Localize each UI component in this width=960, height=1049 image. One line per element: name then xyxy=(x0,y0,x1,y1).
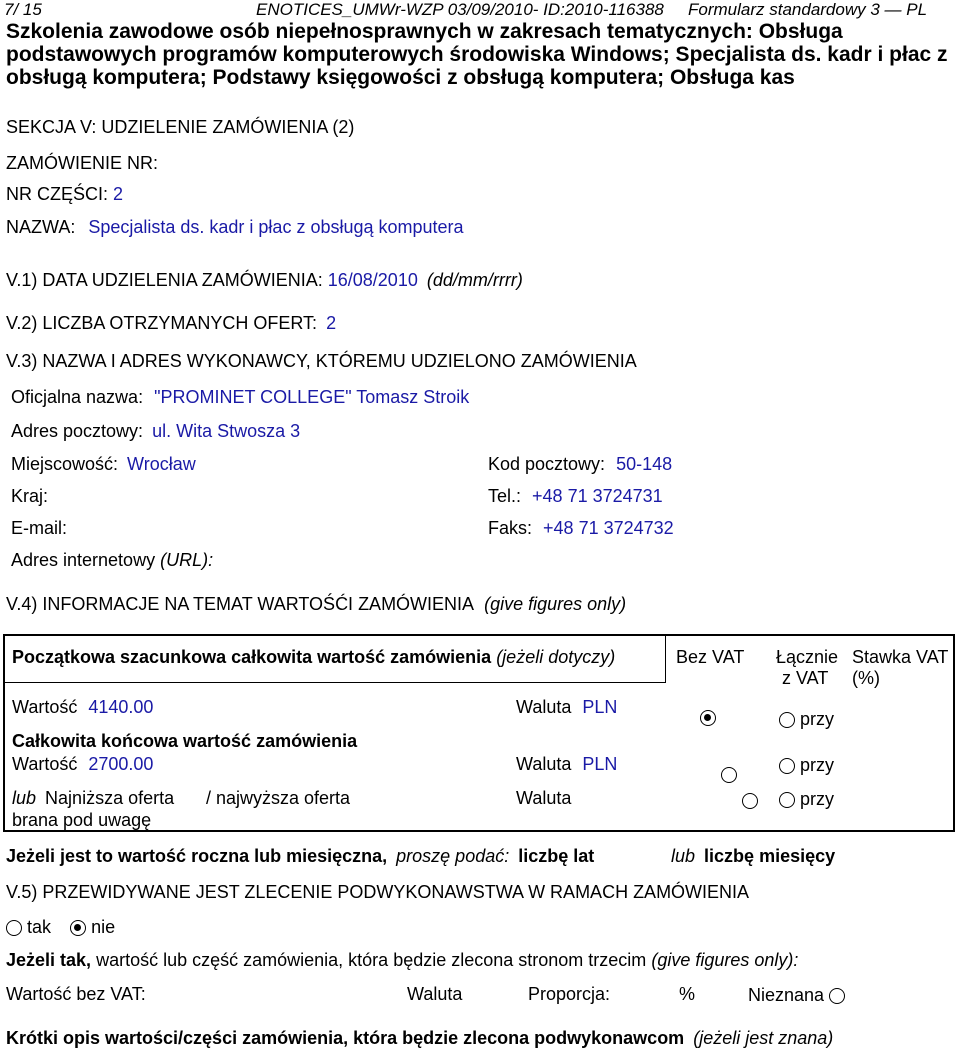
table-divider xyxy=(5,682,666,683)
short-desc-label: Krótki opis wartości/części zamówienia, która będzie zlecona podwykonawcom xyxy=(6,1028,685,1048)
value-info-suffix: (give figures only) xyxy=(484,594,627,614)
city-label: Miejscowość: xyxy=(11,454,119,474)
form-name: Formularz standardowy 3 — PL xyxy=(688,0,928,19)
part-number-row xyxy=(6,184,123,205)
award-date-format: (dd/mm/rrrr) xyxy=(426,270,523,290)
url-row xyxy=(11,550,213,571)
offer-lacznie-radio[interactable] xyxy=(779,792,795,808)
final-currency: PLN xyxy=(582,754,618,774)
if-yes-row xyxy=(6,950,798,971)
short-desc-row xyxy=(6,1028,833,1049)
col-stawka: Stawka VAT xyxy=(852,647,949,667)
award-date-label: V.1) DATA UDZIELENIA ZAMÓWIENIA: xyxy=(6,270,323,290)
initial-value-heading-suffix: (jeżeli dotyczy) xyxy=(496,647,616,667)
przy-label: przy xyxy=(800,755,835,775)
postcode-row xyxy=(488,454,672,475)
country-label: Kraj: xyxy=(11,486,49,506)
order-number-label: ZAMÓWIENIE NR: xyxy=(6,153,158,173)
final-currency-row xyxy=(516,754,617,775)
postcode-value: 50-148 xyxy=(616,454,673,474)
unknown-row xyxy=(748,985,845,1006)
subcontract-currency-label: Waluta xyxy=(407,984,463,1004)
offers-count-value: 2 xyxy=(326,313,337,333)
final-value-heading: Całkowita końcowa wartość zamówienia xyxy=(12,731,358,751)
przy-label: przy xyxy=(800,709,835,729)
final-value: 2700.00 xyxy=(88,754,154,774)
final-lacznie-radio[interactable] xyxy=(779,758,795,774)
offers-count-row xyxy=(6,313,336,334)
currency-label: Waluta xyxy=(516,788,572,808)
col-lacznie: Łącznie xyxy=(776,647,839,667)
proportion-label: Proporcja: xyxy=(528,984,611,1004)
contract-name-label: NAZWA: xyxy=(6,217,76,237)
part-number-value: 2 xyxy=(113,184,124,204)
official-name-value: "PROMINET COLLEGE" Tomasz Stroik xyxy=(154,387,470,407)
part-number-label: NR CZĘŚCI: xyxy=(6,184,109,204)
final-value-row xyxy=(12,754,153,775)
section-heading: SEKCJA V: UDZIELENIE ZAMÓWIENIA (2) xyxy=(6,117,355,137)
annual-please: proszę podać: xyxy=(396,846,510,866)
official-name-label: Oficjalna nazwa: xyxy=(11,387,144,407)
tak-radio[interactable] xyxy=(6,920,22,936)
value-no-vat-label: Wartość bez VAT: xyxy=(6,984,146,1004)
offer-range-row xyxy=(12,788,174,809)
initial-value-row xyxy=(12,697,153,718)
annual-label: Jeżeli jest to wartość roczna lub miesięczna, xyxy=(6,846,388,866)
lowest-offer-label: Najniższa oferta xyxy=(45,788,175,808)
initial-currency: PLN xyxy=(582,697,618,717)
annual-months-row xyxy=(671,846,835,867)
lub-label: lub xyxy=(12,788,37,808)
postal-address-row xyxy=(11,421,300,442)
initial-value-heading: Początkowa szacunkowa całkowita wartość zamówienia xyxy=(12,647,492,667)
short-desc-suffix: (jeżeli jest znana) xyxy=(693,1028,834,1048)
initial-currency-row xyxy=(516,697,617,718)
unknown-label: Nieznana xyxy=(748,985,825,1005)
annual-value-row xyxy=(6,846,594,867)
initial-value-heading-row xyxy=(12,647,615,668)
annual-years: liczbę lat xyxy=(518,846,595,866)
notice-id: ENOTICES_UMWr-WZP 03/09/2010- ID:2010-116388 xyxy=(256,0,664,19)
nie-label: nie xyxy=(91,917,116,937)
percent-label: % xyxy=(679,984,696,1004)
initial-value: 4140.00 xyxy=(88,697,154,717)
contract-name-value: Specjalista ds. kadr i płac z obsługą komputera xyxy=(88,217,464,237)
url-suffix: (URL): xyxy=(160,550,214,570)
annual-months: liczbę miesięcy xyxy=(704,846,836,866)
value-label: Wartość xyxy=(12,754,78,774)
final-przy-row xyxy=(779,755,834,776)
fax-row xyxy=(488,518,674,539)
url-label: Adres internetowy xyxy=(11,550,156,570)
tel-label: Tel.: xyxy=(488,486,522,506)
if-yes-text: wartość lub część zamówienia, która będzie zlecona stronom trzecim xyxy=(96,950,647,970)
subcontract-heading: V.5) PRZEWIDYWANE JEST ZLECENIE PODWYKONAWSTWA W RAMACH ZAMÓWIENIA xyxy=(6,882,750,902)
award-date-row xyxy=(6,270,523,291)
table-divider xyxy=(665,636,666,682)
unknown-radio[interactable] xyxy=(829,988,845,1004)
value-label: Wartość xyxy=(12,697,78,717)
city-row xyxy=(11,454,196,475)
col-bez-vat: Bez VAT xyxy=(676,647,745,667)
col-z-vat: z VAT xyxy=(782,668,829,688)
considered-label: brana pod uwagę xyxy=(12,810,152,830)
przy-label: przy xyxy=(800,789,835,809)
if-yes-label: Jeżeli tak, xyxy=(6,950,92,970)
subcontract-options xyxy=(6,917,115,938)
fax-label: Faks: xyxy=(488,518,533,538)
tel-value: +48 71 3724731 xyxy=(532,486,663,506)
col-stawka-pct: (%) xyxy=(852,668,880,688)
official-name-row xyxy=(11,387,469,408)
if-yes-suffix: (give figures only): xyxy=(651,950,799,970)
nie-radio[interactable] xyxy=(70,920,86,936)
postal-address-value: ul. Wita Stwosza 3 xyxy=(152,421,301,441)
tel-row xyxy=(488,486,663,507)
contract-name-row xyxy=(6,217,464,238)
initial-przy-row xyxy=(779,709,834,730)
tak-label: tak xyxy=(27,917,52,937)
offers-count-label: V.2) LICZBA OTRZYMANYCH OFERT: xyxy=(6,313,318,333)
highest-offer-label: / najwyższa oferta xyxy=(206,788,351,808)
award-date-value: 16/08/2010 xyxy=(327,270,418,290)
value-info-heading xyxy=(6,594,626,615)
email-label: E-mail: xyxy=(11,518,68,538)
postal-address-label: Adres pocztowy: xyxy=(11,421,144,441)
postcode-label: Kod pocztowy: xyxy=(488,454,606,474)
city-value: Wrocław xyxy=(127,454,196,474)
offer-przy-row xyxy=(779,789,834,810)
document-title: Szkolenia zawodowe osób niepełnosprawnych w zakresach tematycznych: Obsługa podstawowych programów komputerowych środowiska Windows; Specjalista ds. kadr i płac z obsługą komputera; Podstawy księgowości z obsługą komputera; Obsługa kas xyxy=(6,20,948,89)
fax-value: +48 71 3724732 xyxy=(543,518,674,538)
currency-label: Waluta xyxy=(516,697,572,717)
contractor-heading: V.3) NAZWA I ADRES WYKONAWCY, KTÓREMU UDZIELONO ZAMÓWIENIA xyxy=(6,351,637,371)
initial-lacznie-radio[interactable] xyxy=(779,712,795,728)
value-info-label: V.4) INFORMACJE NA TEMAT WARTOŚĆI ZAMÓWIENIA xyxy=(6,594,474,614)
annual-lub: lub xyxy=(671,846,696,866)
currency-label: Waluta xyxy=(516,754,572,774)
page-number: 7/ 15 xyxy=(4,0,42,19)
